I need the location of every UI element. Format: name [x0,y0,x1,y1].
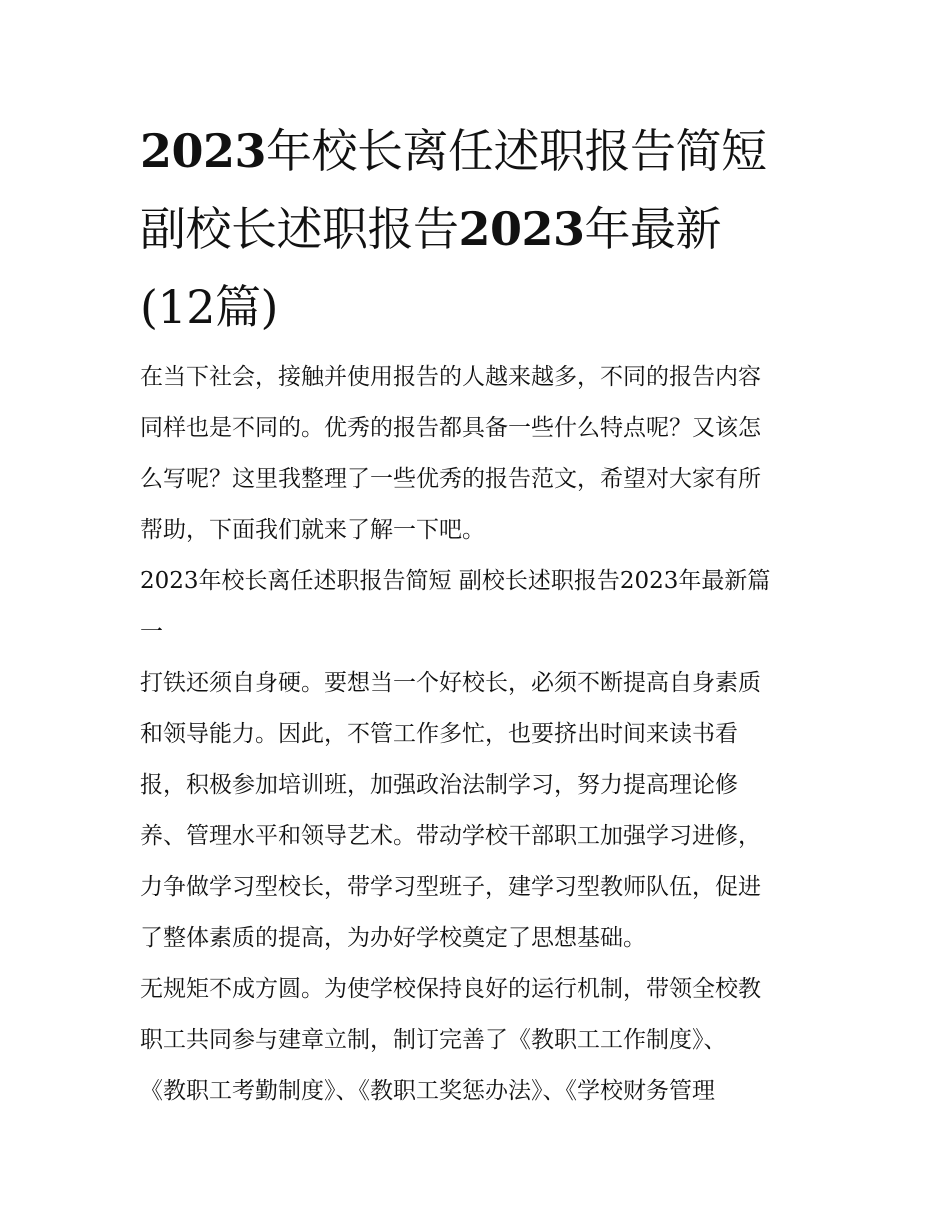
text-line: 无规矩不成方圆。为使学校保持良好的运行机制，带领全校教 [140,976,761,1002]
title-line-3: (12篇) [140,280,278,334]
text-line: 养、管理水平和领导艺术。带动学校干部职工加强学习进修， [140,823,761,849]
text-line: 么写呢？这里我整理了一些优秀的报告范文，希望对大家有所 [140,466,761,492]
paragraph-rules [140,964,815,1117]
text-line: 打铁还须自身硬。要想当一个好校长，必须不断提高自身素质 [140,670,761,696]
paragraph-self-improvement [140,658,815,964]
paragraph-intro [140,352,815,556]
title-year-1: 2023 [140,124,267,178]
title-line-2 [140,190,820,268]
document-body [140,352,815,1117]
title-text-2-tail: 年最新 [584,202,722,256]
text-line: 帮助，下面我们就来了解一下吧。 [140,517,485,543]
text-line: 职工共同参与建章立制，制订完善了《教职工工作制度》、 [140,1027,727,1053]
text-line: 了整体素质的提高，为办好学校奠定了思想基础。 [140,925,646,951]
text-line: 《教职工考勤制度》、《教职工奖惩办法》、《学校财务管理 [140,1078,715,1104]
text-line: 同样也是不同的。优秀的报告都具备一些什么特点呢？又该怎 [140,415,761,441]
title-text-1: 年校长离任述职报告简短 [266,124,767,178]
text-line: 在当下社会，接触并使用报告的人越来越多，不同的报告内容 [140,364,761,390]
text-line: 2023年校长离任述职报告简短 副校长述职报告2023年最新篇 [140,568,771,594]
document-title [140,112,820,346]
title-line-1 [140,112,820,190]
text-line: 和领导能力。因此，不管工作多忙，也要挤出时间来读书看 [140,721,738,747]
text-line: 力争做学习型校长，带学习型班子，建学习型教师队伍，促进 [140,874,761,900]
text-line: 一 [140,619,163,645]
text-line: 报，积极参加培训班，加强政治法制学习，努力提高理论修 [140,772,738,798]
section-heading [140,556,815,658]
title-text-2: 副校长述职报告 [140,202,459,256]
title-year-2: 2023 [458,202,585,256]
